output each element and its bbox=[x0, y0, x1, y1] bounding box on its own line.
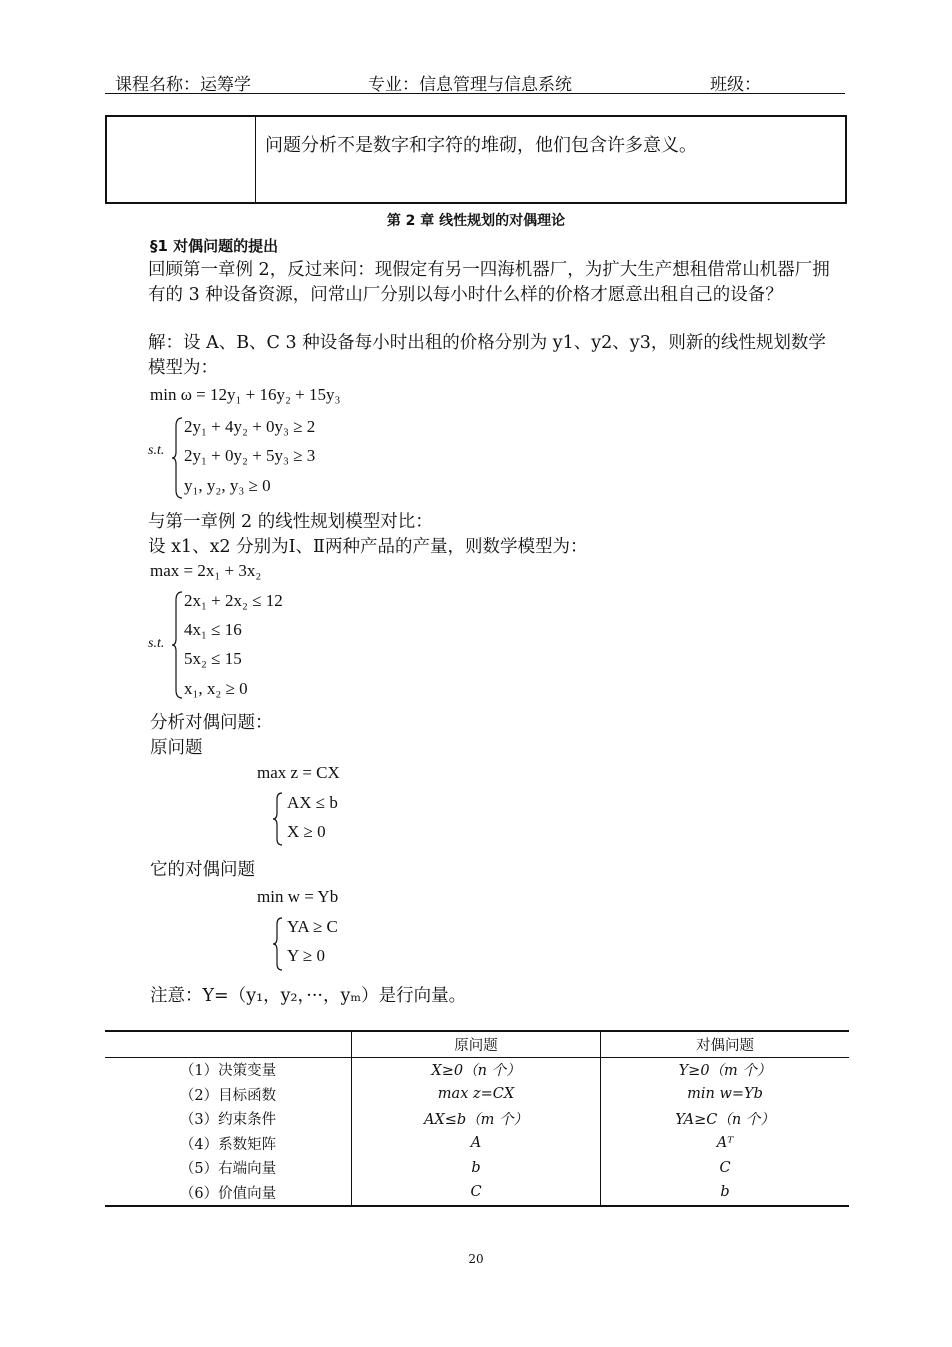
table-header-cell: 对偶问题 bbox=[601, 1031, 850, 1057]
dual-st-label: s.t. bbox=[148, 443, 165, 458]
general-primal-constraint-1: AX ≤ b bbox=[287, 793, 338, 812]
note-box bbox=[105, 115, 847, 204]
dual-constraint-1: 2y₁ + 4y₂ + 0y₃ ≥ 2 bbox=[184, 417, 316, 436]
chapter-title: 第 2 章 线性规划的对偶理论 bbox=[386, 213, 566, 229]
header-course: 课程名称：运筹学 bbox=[115, 75, 251, 95]
general-primal-brace-icon bbox=[272, 791, 284, 847]
dual-label: 它的对偶问题 bbox=[150, 860, 255, 880]
table-cell: AX≤b（m 个） bbox=[352, 1107, 601, 1132]
header-rule bbox=[105, 93, 845, 94]
general-dual-constraint-2: Y ≥ 0 bbox=[287, 946, 325, 965]
dual-brace-icon bbox=[170, 416, 184, 500]
table-cell: C bbox=[352, 1180, 601, 1206]
table-cell: Y≥0（m 个） bbox=[678, 1063, 772, 1080]
table-header-row bbox=[105, 1031, 849, 1057]
section-title: §1 对偶问题的提出 bbox=[150, 237, 279, 255]
comparison-table bbox=[105, 1030, 849, 1207]
table-cell: X≥0（n 个） bbox=[352, 1057, 601, 1082]
table-cell: （3）约束条件 bbox=[179, 1112, 277, 1129]
note-box-divider bbox=[255, 115, 256, 204]
table-row bbox=[105, 1131, 849, 1156]
table-row bbox=[105, 1180, 849, 1206]
page-number: 20 bbox=[468, 1252, 484, 1266]
general-primal-objective: max z = CX bbox=[257, 763, 340, 782]
note-box-text: 问题分析不是数字和字符的堆砌，他们包含许多意义。 bbox=[265, 135, 697, 156]
table-cell: A bbox=[352, 1131, 601, 1156]
general-primal-constraint-2: X ≥ 0 bbox=[287, 822, 326, 841]
header-major: 专业：信息管理与信息系统 bbox=[368, 75, 572, 95]
primal-constraint-4: x₁, x₂ ≥ 0 bbox=[184, 679, 248, 698]
table-row bbox=[105, 1107, 849, 1132]
table-cell: （2）目标函数 bbox=[179, 1087, 277, 1104]
table-cell: C bbox=[719, 1159, 731, 1176]
table-row bbox=[105, 1156, 849, 1181]
primal-constraint-1: 2x₁ + 2x₂ ≤ 12 bbox=[184, 591, 283, 610]
general-dual-constraint-1: YA ≥ C bbox=[287, 917, 338, 936]
primal-brace-icon bbox=[170, 590, 184, 700]
paragraph-intro: 回顾第一章例 2，反过来问：现假定有另一四海机器厂，为扩大生产想租借常山机器厂拥有的 3 种设备资源，问常山厂分别以每小时什么样的价格才愿意出租自己的设备？ bbox=[148, 260, 830, 305]
dual-constraint-3: y₁, y₂, y₃ ≥ 0 bbox=[184, 476, 271, 495]
table-header-cell: 原问题 bbox=[352, 1031, 601, 1057]
table-cell: （1）决策变量 bbox=[179, 1063, 277, 1080]
paragraph-solution: 解：设 A、B、C 3 种设备每小时出租的价格分别为 y1、y2、y3，则新的线性规划数学模型为： bbox=[148, 333, 826, 378]
dual-constraint-2: 2y₁ + 0y₂ + 5y₃ ≥ 3 bbox=[184, 446, 316, 465]
table-cell: （6）价值向量 bbox=[105, 1180, 352, 1206]
primal-constraint-3: 5x₂ ≤ 15 bbox=[184, 649, 242, 668]
table-row bbox=[105, 1082, 849, 1107]
table-cell: b bbox=[601, 1180, 850, 1206]
table-header-cell bbox=[105, 1031, 352, 1057]
general-dual-objective: min w = Yb bbox=[257, 887, 339, 906]
primal-constraint-2: 4x₁ ≤ 16 bbox=[184, 620, 242, 639]
table-cell: （4）系数矩阵 bbox=[179, 1136, 277, 1153]
paragraph-primal-vars: 设 x1、x2 分别为Ⅰ、Ⅱ两种产品的产量，则数学模型为： bbox=[148, 537, 588, 557]
primal-st-label: s.t. bbox=[148, 636, 165, 651]
table-cell: （5）右端向量 bbox=[179, 1161, 277, 1178]
dual-objective: min ω = 12y₁ + 16y₂ + 15y₃ bbox=[150, 385, 341, 404]
table-cell: b bbox=[352, 1156, 601, 1181]
table-cell: YA≥C（n 个） bbox=[675, 1112, 775, 1129]
table-cell: Aᵀ bbox=[716, 1135, 734, 1152]
header-class: 班级： bbox=[710, 75, 761, 95]
general-dual-brace-icon bbox=[272, 916, 284, 972]
table-cell: min w=Yb bbox=[687, 1086, 763, 1103]
paragraph-compare: 与第一章例 2 的线性规划模型对比： bbox=[148, 512, 433, 532]
primal-label: 原问题 bbox=[150, 738, 203, 758]
row-vector-note: 注意：Y=（y₁，y₂，···，yₘ）是行向量。 bbox=[150, 986, 467, 1006]
primal-objective: max = 2x₁ + 3x₂ bbox=[150, 561, 262, 580]
analysis-label: 分析对偶问题： bbox=[150, 713, 273, 733]
table-cell: max z=CX bbox=[352, 1082, 601, 1107]
table-row bbox=[105, 1057, 849, 1082]
